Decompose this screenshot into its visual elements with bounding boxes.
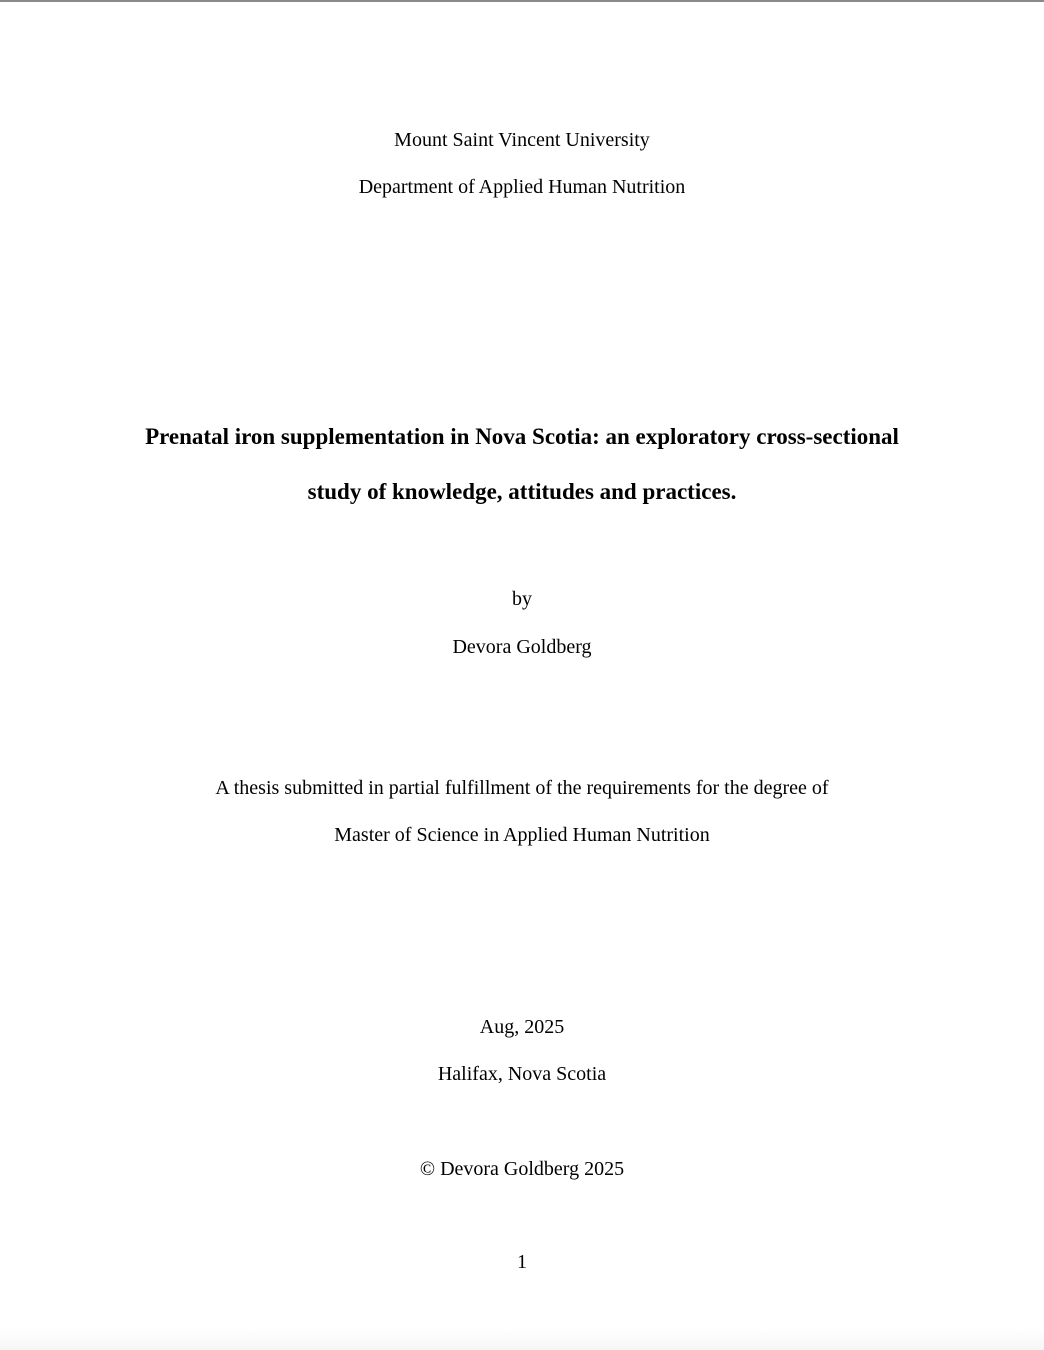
- thesis-title-line-2: study of knowledge, attitudes and practices.: [307, 479, 737, 504]
- page-bottom-edge: [0, 1328, 1044, 1350]
- department-name: Department of Applied Human Nutrition: [358, 176, 686, 198]
- submission-date: Aug, 2025: [479, 1016, 565, 1038]
- page-number: 1: [517, 1251, 527, 1273]
- submission-statement: A thesis submitted in partial fulfillment of the requirements for the degree of: [215, 777, 829, 799]
- university-name: Mount Saint Vincent University: [394, 129, 650, 151]
- author-name: Devora Goldberg: [452, 636, 592, 658]
- top-border: [0, 0, 1044, 2]
- by-label: by: [512, 588, 532, 610]
- thesis-title-line-1: Prenatal iron supplementation in Nova Scotia: an exploratory cross-sectional: [145, 424, 899, 449]
- degree-name: Master of Science in Applied Human Nutrition: [334, 824, 710, 846]
- copyright-notice: © Devora Goldberg 2025: [419, 1158, 625, 1180]
- submission-location: Halifax, Nova Scotia: [437, 1063, 607, 1085]
